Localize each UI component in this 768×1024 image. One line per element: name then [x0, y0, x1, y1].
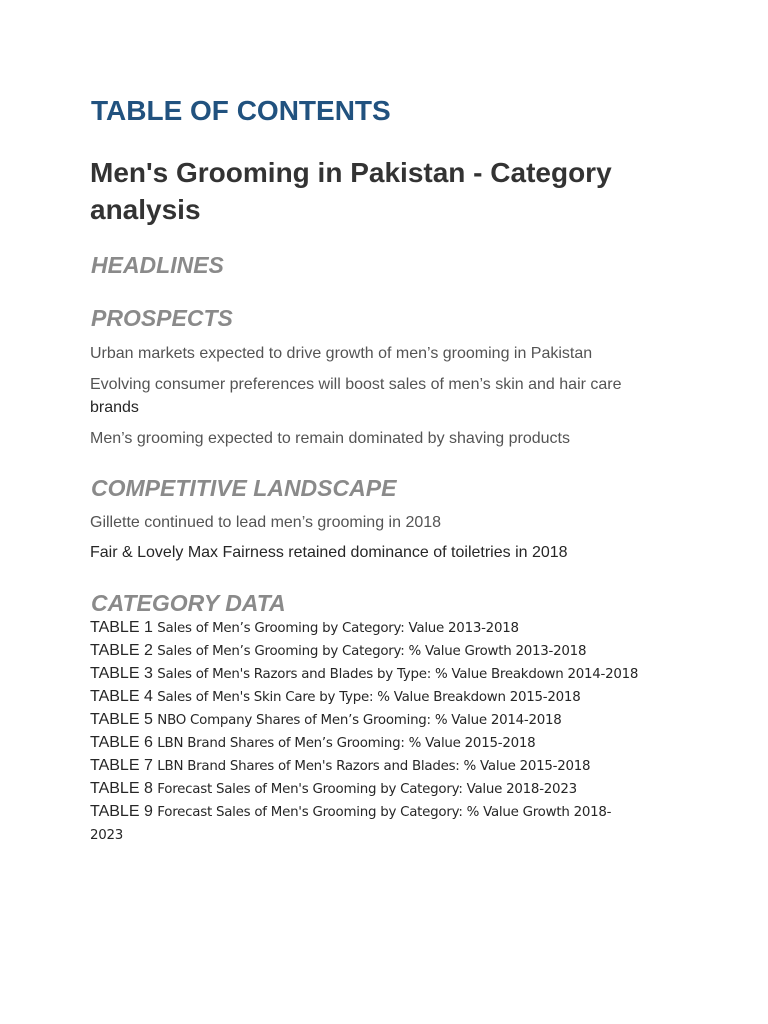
table-label: TABLE 6: [90, 734, 153, 751]
table-entry: [90, 734, 535, 752]
table-entry: [90, 803, 611, 821]
table-entry: [90, 642, 586, 660]
section-category-data: CATEGORY DATA: [91, 590, 286, 616]
table-title: Sales of Men’s Grooming by Category: Value 2013-2018: [157, 621, 519, 636]
section-prospects: PROSPECTS: [91, 305, 233, 331]
table-entry: [90, 665, 638, 683]
section-competitive-landscape: COMPETITIVE LANDSCAPE: [91, 475, 397, 501]
prospects-item: Evolving consumer preferences will boost sales of men’s skin and hair care: [90, 376, 622, 393]
table-title: Forecast Sales of Men's Grooming by Category: Value 2018-2023: [157, 782, 577, 797]
table-title: Forecast Sales of Men's Grooming by Category: % Value Growth 2018-: [157, 805, 612, 820]
table-title: Sales of Men’s Grooming by Category: % Value Growth 2013-2018: [157, 644, 587, 659]
table-entry: [90, 711, 562, 729]
table-entry: [90, 688, 580, 706]
table-entry: [90, 757, 590, 775]
table-title: NBO Company Shares of Men’s Grooming: % Value 2014-2018: [157, 713, 562, 728]
table-label: TABLE 2: [90, 642, 153, 659]
table-label: TABLE 9: [90, 803, 153, 820]
section-headlines: HEADLINES: [91, 252, 224, 278]
report-title: Men's Grooming in Pakistan - Category analysis: [90, 157, 612, 225]
table-entry: [90, 619, 519, 637]
table-label: TABLE 5: [90, 711, 153, 728]
competitive-item: Gillette continued to lead men’s grooming in 2018: [90, 514, 442, 531]
table-entry: [90, 780, 577, 798]
table-title: Sales of Men's Razors and Blades by Type: % Value Breakdown 2014-2018: [157, 667, 639, 682]
table-label: TABLE 3: [90, 665, 153, 682]
table-title: Sales of Men's Skin Care by Type: % Value Breakdown 2015-2018: [157, 690, 581, 705]
table-entry-continuation: [90, 826, 123, 844]
table-title: 2023: [90, 828, 124, 843]
table-label: TABLE 8: [90, 780, 153, 797]
toc-title: TABLE OF CONTENTS: [91, 95, 391, 126]
table-title: LBN Brand Shares of Men's Razors and Blades: % Value 2015-2018: [157, 759, 591, 774]
table-label: TABLE 4: [90, 688, 153, 705]
prospects-item-continuation: brands: [90, 399, 139, 416]
table-label: TABLE 1: [90, 619, 153, 636]
prospects-item: Men’s grooming expected to remain dominated by shaving products: [90, 430, 570, 447]
table-title: LBN Brand Shares of Men’s Grooming: % Value 2015-2018: [157, 736, 536, 751]
competitive-item: Fair & Lovely Max Fairness retained dominance of toiletries in 2018: [90, 544, 568, 561]
prospects-item: Urban markets expected to drive growth of men’s grooming in Pakistan: [90, 345, 593, 362]
table-label: TABLE 7: [90, 757, 153, 774]
